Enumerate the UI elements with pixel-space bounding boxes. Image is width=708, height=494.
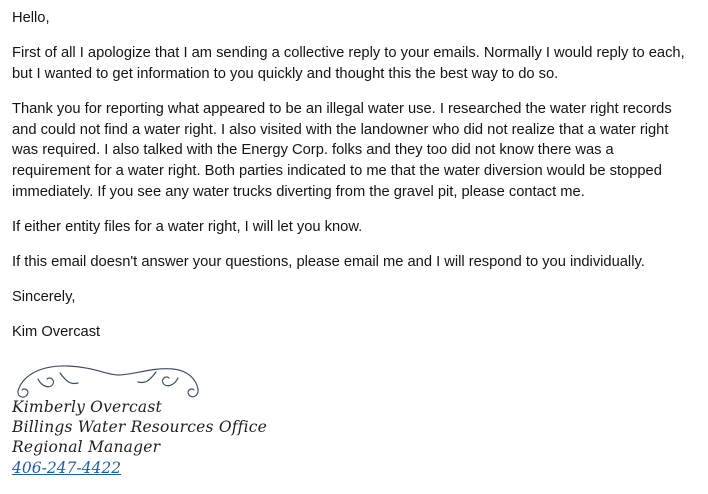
paragraph-2: Thank you for reporting what appeared to be an illegal water use. I researched the water right records and could not find a water right. I also visited with the landowner who did not realize that a water right was required. I also talked with the Energy Corp. folks and they too did not know there was a requirement for a water right. Both parties indicated to me that the water diversion would be stopped immediately. If you see any water trucks diverting from the gravel pit, please contact me. bbox=[12, 100, 672, 201]
signature-name: Kimberly Overcast bbox=[12, 397, 162, 416]
paragraph-4: If this email doesn't answer your questions, please email me and I will respond to you individually. bbox=[12, 253, 645, 270]
signature-title: Regional Manager bbox=[12, 437, 161, 456]
signature-office: Billings Water Resources Office bbox=[12, 417, 268, 436]
sender-name-line: Kim Overcast bbox=[12, 323, 101, 340]
closing-line: Sincerely, bbox=[12, 288, 76, 305]
signature-name-lines bbox=[12, 397, 708, 457]
paragraph-1: First of all I apologize that I am sending a collective reply to your emails. Normally I would reply to each, but I wanted to get information to you quickly and thought this the best way to do so. bbox=[12, 44, 685, 82]
flourish-ornament-icon bbox=[8, 357, 208, 401]
signature-phone-link[interactable]: 406-247-4422 bbox=[12, 458, 122, 477]
paragraph-3: If either entity files for a water right, I will let you know. bbox=[12, 219, 363, 235]
signature-block bbox=[0, 357, 708, 479]
greeting-line: Hello, bbox=[12, 10, 50, 26]
